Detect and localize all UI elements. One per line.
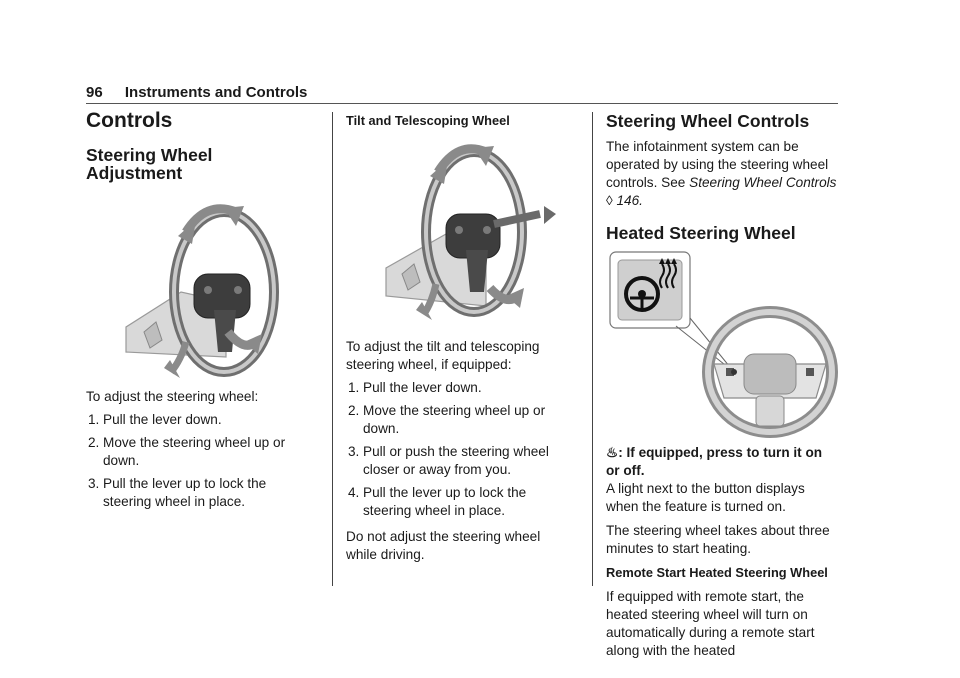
- steering-controls-link[interactable]: Steering Wheel Controls: [689, 175, 837, 190]
- heated-steering-wheel-icon: ♨: [606, 445, 619, 460]
- column-1: [86, 109, 312, 511]
- header-rule: [86, 103, 838, 104]
- indicator-light-paragraph: A light next to the button displays when the feature is turned on.: [606, 481, 805, 514]
- tilt-intro: To adjust the tilt and telescoping steering wheel, if equipped:: [346, 339, 540, 372]
- list-item: 3. Pull or push the steering wheel closer or away from you.: [348, 444, 549, 477]
- section-heading-heated: Heated Steering Wheel: [606, 223, 796, 243]
- heated-wheel-illustration: [606, 248, 838, 438]
- tilt-subheading: Tilt and Telescoping Wheel: [346, 113, 510, 128]
- tilt-telescoping-illustration: [346, 136, 574, 328]
- section-title: Instruments and Controls: [124, 84, 308, 101]
- adjust-intro: To adjust the steering wheel:: [86, 389, 259, 404]
- steering-adjust-illustration: [86, 192, 312, 382]
- page-number: 96: [86, 84, 103, 101]
- page-header: [86, 84, 325, 101]
- tilt-steps: [346, 379, 574, 520]
- controls-paragraph: The infotainment system can be operated by using the steering wheel controls. See Steering Wheel Controls ◊ 146.: [606, 139, 837, 208]
- column-3: [606, 112, 838, 660]
- column-divider-2: [592, 112, 593, 586]
- section-heading-adjustment: Steering Wheel Adjustment: [86, 145, 213, 183]
- list-item: 1. Pull the lever down.: [88, 412, 222, 427]
- list-item: 2. Move the steering wheel up or down.: [88, 435, 286, 468]
- column-2: [346, 112, 574, 564]
- list-item: 3. Pull the lever up to lock the steering wheel in place.: [88, 476, 267, 509]
- adjust-steps: [86, 411, 312, 511]
- page-ref-arrow-icon: ◊: [606, 193, 613, 208]
- driving-note: Do not adjust the steering wheel while driving.: [346, 529, 541, 562]
- remote-start-paragraph: If equipped with remote start, the heated steering wheel will turn on automatically during a remote start along with the heated: [606, 589, 815, 658]
- chapter-title: Controls: [86, 109, 173, 132]
- heating-time-paragraph: The steering wheel takes about three minutes to start heating.: [606, 523, 830, 556]
- remote-start-subheading: Remote Start Heated Steering Wheel: [606, 565, 828, 580]
- section-heading-controls: Steering Wheel Controls: [606, 111, 810, 131]
- heated-button-paragraph: ♨: If equipped, press to turn it on or off.: [606, 445, 823, 478]
- column-divider-1: [332, 112, 333, 586]
- list-item: 1. Pull the lever down.: [348, 380, 482, 395]
- list-item: 4. Pull the lever up to lock the steering wheel in place.: [348, 485, 527, 518]
- list-item: 2. Move the steering wheel up or down.: [348, 403, 546, 436]
- page-ref-number[interactable]: 146.: [616, 193, 643, 208]
